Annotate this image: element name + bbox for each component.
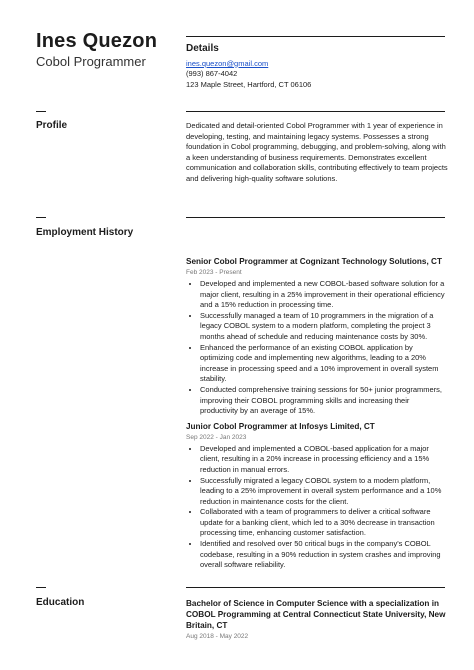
job-bullet: • Collaborated with a team of programmers to deliver a critical software update for a banking client, which led to a 30% decrease in transaction processing time, enhancing customer satisfaction. [200, 507, 448, 539]
degree-title: Bachelor of Science in Computer Science with a specialization in COBOL Programming at Central Connecticut State University, New Britain, CT [186, 599, 446, 630]
job-bullet: • Conducted comprehensive training sessions for 50+ junior programmers, improving their COBOL programming skills and increasing their productivity by an average of 15%. [200, 385, 448, 417]
education-divider [186, 587, 445, 588]
profile-dash [36, 111, 46, 112]
degree-dates: Aug 2018 - May 2022 [186, 633, 249, 640]
profile-heading: Profile [36, 120, 68, 131]
phone-number: (993) 867-4042 [186, 69, 238, 79]
job-title: Junior Cobol Programmer at Infosys Limited, CT [186, 421, 375, 431]
employment-dash [36, 217, 46, 218]
job-bullet: • Developed and implemented a new COBOL-based software solution for a major client, resulting in a 25% improvement in their operational efficiency and a 15% reduction in processing time. [200, 279, 448, 311]
education-heading: Education [36, 597, 85, 608]
job-bullet: • Developed and implemented a COBOL-based application for a major client, resulting in a 20% increase in processing efficiency and a 15% reduction in manual errors. [200, 444, 448, 476]
job-bullets [186, 444, 448, 571]
job-dates: Sep 2022 - Jan 2023 [186, 433, 247, 441]
email-link[interactable]: ines.quezon@gmail.com [186, 58, 269, 68]
address: 123 Maple Street, Hartford, CT 06106 [186, 79, 312, 89]
candidate-title: Cobol Programmer [36, 54, 146, 69]
employment-divider [186, 217, 445, 218]
job-bullet: • Identified and resolved over 50 critical bugs in the company's COBOL codebase, resulting in a 90% reduction in system crashes and improving overall software reliability. [200, 539, 448, 571]
job-dates: Feb 2023 - Present [186, 269, 242, 276]
job-bullet: • Successfully migrated a legacy COBOL system to a modern platform, leading to a 25% improvement in overall system performance and a 10% reduction in maintenance costs for the client. [200, 476, 448, 508]
employment-heading: Employment History [36, 227, 134, 238]
job-title: Senior Cobol Programmer at Cognizant Technology Solutions, CT [186, 257, 442, 266]
profile-text: Dedicated and detail-oriented Cobol Programmer with 1 year of experience in developing, testing, and maintaining legacy systems. Possesses a strong foundation in Cobol programming, debugging, and problem-solving, along with a keen understanding of business requirements. Demonstrates excellent communication and collaboration skills, contributing effectively to team projects and delivering high-quality software solutions. [186, 121, 448, 183]
job-entry-2 [186, 421, 448, 571]
education-section [186, 598, 448, 643]
profile-divider [186, 111, 445, 112]
job-bullets [186, 279, 448, 417]
details-section [186, 44, 448, 90]
job-bullet: • Enhanced the performance of an existing COBOL application by optimizing code and implementing new algorithms, leading to a 20% increase in processing speed and a 10% improvement in overall system stability. [200, 343, 448, 385]
education-dash [36, 587, 46, 588]
details-heading: Details [186, 43, 219, 54]
job-bullet: • Successfully managed a team of 10 programmers in the migration of a legacy COBOL system to a modern platform, completing the project 3 months ahead of schedule and reducing maintenance costs by 30%. [200, 311, 448, 343]
details-divider [186, 36, 445, 37]
job-entry-1 [186, 256, 448, 417]
employment-section [186, 256, 448, 575]
candidate-name: Ines Quezon [36, 30, 158, 52]
